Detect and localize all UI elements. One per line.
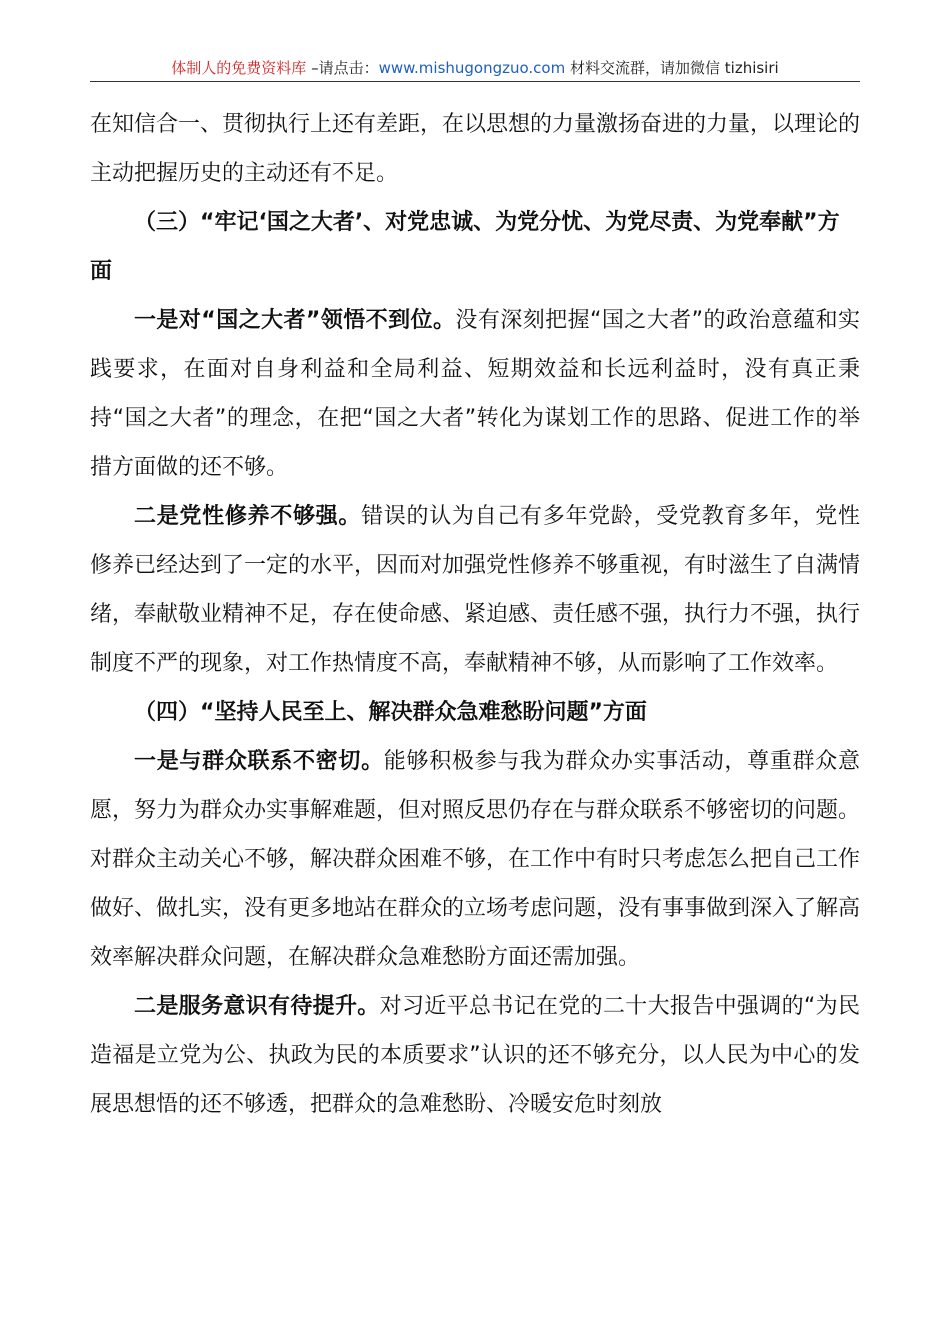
paragraph-national-interest (90, 296, 860, 492)
header-divider (90, 81, 860, 82)
header-separator: –请点击： (306, 59, 379, 77)
paragraph-lead: 一是对“国之大者”领悟不到位。 (134, 308, 456, 333)
paragraph-mass-contact (90, 737, 860, 982)
paragraph-body: 能够积极参与我为群众办实事活动，尊重群众意愿，努力为群众办实事解难题，但对照反思仍存在与群众联系不够密切的问题。对群众主动关心不够，解决群众困难不够，在工作中有时只考虑怎么把自己工作做好、做扎实，没有更多地站在群众的立场考虑问题，没有事事做到深入了解高效率解决群众问题，在解决群众急难愁盼方面还需加强。 (90, 749, 861, 970)
paragraph-body: 对习近平总书记在党的二十大报告中强调的“为民造福是立党为公、执政为民的本质要求”认识的还不够充分，以人民为中心的发展思想悟的还不够透，把群众的急难愁盼、冷暖安危时刻放 (90, 994, 860, 1117)
paragraph-continuation: 在知信合一、贯彻执行上还有差距，在以思想的力量激扬奋进的力量，以理论的主动把握历史的主动还有不足。 (90, 112, 861, 186)
section-heading-3: （三）“牢记‘国之大者’、对党忠诚、为党分忧、为党尽责、为党奉献”方面 (90, 210, 840, 284)
section-heading-4: （四）“坚持人民至上、解决群众急难愁盼问题”方面 (134, 700, 647, 725)
header-brand: 体制人的免费资料库 (171, 59, 307, 77)
header-url-link[interactable]: www.mishugongzuo.com (378, 59, 566, 77)
paragraph-body: 错误的认为自己有多年党龄，受党教育多年，党性修养已经达到了一定的水平，因而对加强党性修养不够重视，有时滋生了自满情绪，奉献敬业精神不足，存在使命感、紧迫感、责任感不强，执行力不强，执行制度不严的现象，对工作热情度不高，奉献精神不够，从而影响了工作效率。 (90, 504, 861, 676)
page-header (90, 58, 860, 78)
document-body (90, 100, 860, 1129)
header-tail: 材料交流群，请加微信 tizhisiri (565, 59, 779, 77)
paragraph-service-awareness (90, 982, 860, 1129)
paragraph-body: 没有深刻把握“国之大者”的政治意蕴和实践要求，在面对自身利益和全局利益、短期效益和长远利益时，没有真正秉持“国之大者”的理念，在把“国之大者”转化为谋划工作的思路、促进工作的举措方面做的还不够。 (90, 308, 861, 480)
paragraph-lead: 二是党性修养不够强。 (134, 504, 362, 529)
paragraph-lead: 二是服务意识有待提升。 (134, 994, 380, 1019)
paragraph-lead: 一是与群众联系不密切。 (134, 749, 384, 774)
paragraph-party-cultivation (90, 492, 860, 688)
